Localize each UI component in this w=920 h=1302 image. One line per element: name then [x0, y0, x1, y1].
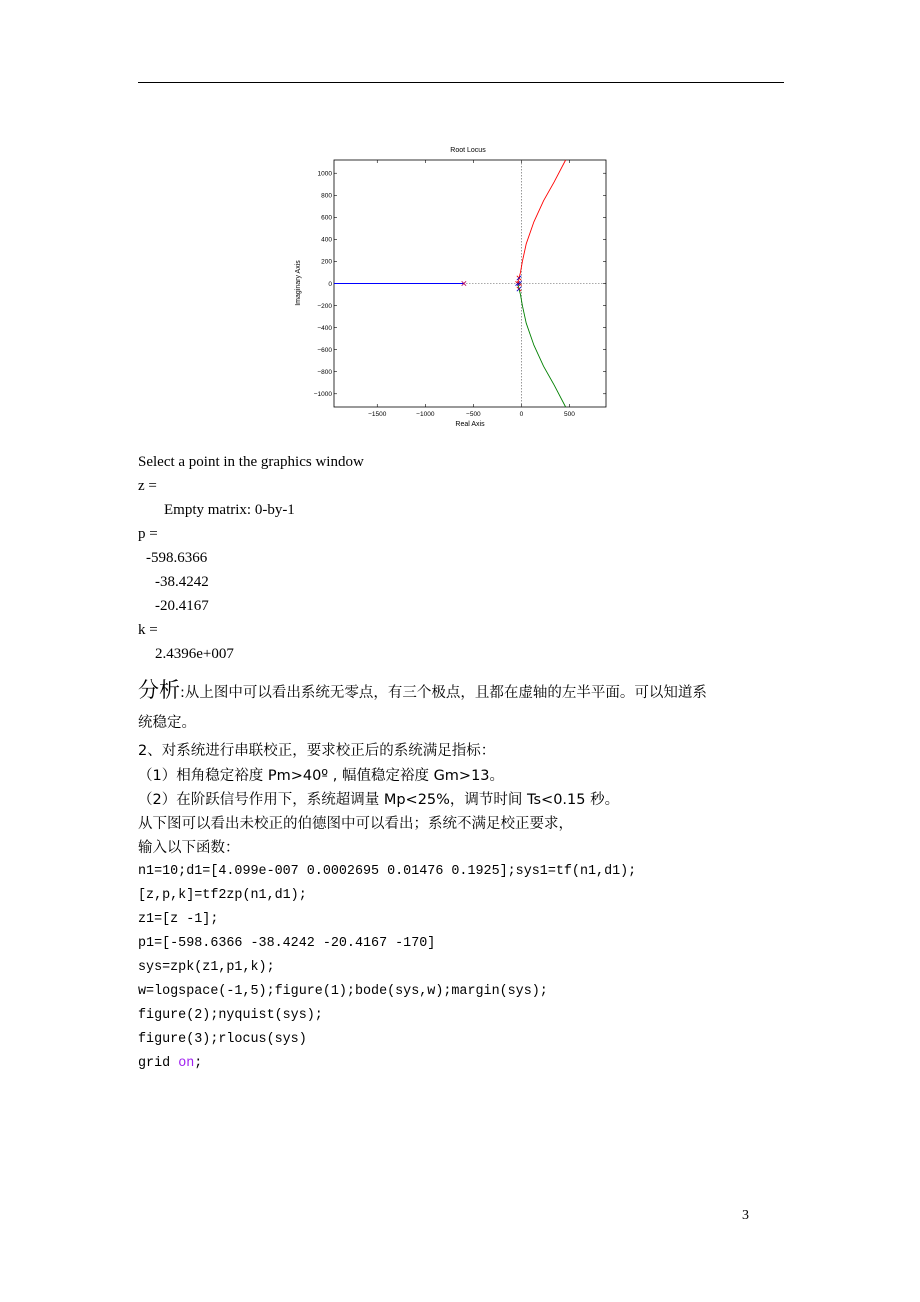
code-line-3: z1=[z -1]; — [138, 912, 219, 927]
x-tick-label: 0 — [519, 411, 524, 418]
bode-note: 从下图可以看出未校正的伯德图中可以看出；系统不满足校正要求， — [138, 816, 573, 832]
page-number: 3 — [742, 1208, 749, 1223]
code-keyword-on: on — [178, 1056, 195, 1071]
locus-branch-2 — [518, 160, 566, 284]
p-value-3: -20.4167 — [155, 598, 209, 614]
select-point-text: Select a point in the graphics window — [138, 454, 364, 470]
y-tick-label: 200 — [321, 258, 332, 266]
code-line-5: sys=zpk(z1,p1,k); — [138, 960, 275, 975]
analysis-body: 从上图中可以看出系统无零点，有三个极点，且都在虚轴的左半平面。可以知道系 — [184, 685, 707, 701]
x-tick-label: 500 — [564, 411, 575, 418]
x-axis-label: Real Axis — [455, 421, 485, 428]
x-tick-label: −500 — [466, 411, 481, 418]
k-value: 2.4396e+007 — [155, 646, 234, 662]
z-value: Empty matrix: 0-by-1 — [164, 502, 295, 518]
y-tick-label: −200 — [317, 302, 332, 310]
code-line-1: n1=10;d1=[4.099e-007 0.0002695 0.01476 0.1925];sys1=tf(n1,d1); — [138, 864, 637, 879]
y-tick-label: 1000 — [317, 170, 332, 178]
code-line-6: w=logspace(-1,5);figure(1);bode(sys,w);margin(sys); — [138, 984, 548, 999]
code-line-8: figure(3);rlocus(sys) — [138, 1032, 307, 1047]
locus-branch-3 — [518, 284, 566, 408]
root-locus-figure — [292, 142, 612, 432]
y-tick-label: −600 — [317, 346, 332, 354]
y-tick-label: −400 — [317, 324, 332, 332]
header-rule — [138, 82, 784, 83]
requirement-1: （1）相角稳定裕度 Pm>40º , 幅值稳定裕度 Gm>13。 — [138, 768, 505, 784]
k-label: k = — [138, 622, 158, 638]
analysis-paragraph — [138, 680, 707, 703]
code-line-9 — [138, 1054, 202, 1074]
chart-title: Root Locus — [450, 147, 486, 154]
code-line-7: figure(2);nyquist(sys); — [138, 1008, 323, 1023]
y-axis-label: Imaginary Axis — [295, 260, 302, 306]
x-tick-label: −1500 — [368, 411, 387, 418]
y-tick-label: −800 — [317, 369, 332, 377]
y-tick-label: 600 — [321, 214, 332, 222]
p-value-1: -598.6366 — [146, 550, 208, 566]
locus-branches — [334, 160, 566, 407]
y-tick-label: 0 — [328, 280, 332, 288]
input-note: 输入以下函数： — [138, 840, 240, 856]
requirement-2: （2）在阶跃信号作用下，系统超调量 Mp<25%，调节时间 Ts<0.15 秒。 — [138, 792, 620, 808]
y-tick-label: 400 — [321, 236, 332, 244]
code-line-2: [z,p,k]=tf2zp(n1,d1); — [138, 888, 307, 903]
analysis-tail: 统稳定。 — [138, 715, 196, 731]
analysis-colon: : — [180, 685, 185, 701]
z-label: z = — [138, 478, 157, 494]
analysis-heading: 分析 — [138, 678, 180, 702]
y-tick-label: 800 — [321, 192, 332, 200]
axis-ticks — [314, 160, 606, 418]
code-line-4: p1=[-598.6366 -38.4242 -20.4167 -170] — [138, 936, 436, 951]
code-semicolon: ; — [194, 1056, 203, 1071]
y-tick-label: −1000 — [313, 391, 332, 399]
p-label: p = — [138, 526, 158, 542]
section-2-heading: 2、对系统进行串联校正，要求校正后的系统满足指标： — [138, 743, 496, 759]
code-grid-cmd: grid — [138, 1056, 179, 1071]
pole-markers — [462, 276, 522, 291]
root-locus-chart — [292, 142, 612, 432]
p-value-2: -38.4242 — [155, 574, 209, 590]
x-tick-label: −1000 — [416, 411, 435, 418]
